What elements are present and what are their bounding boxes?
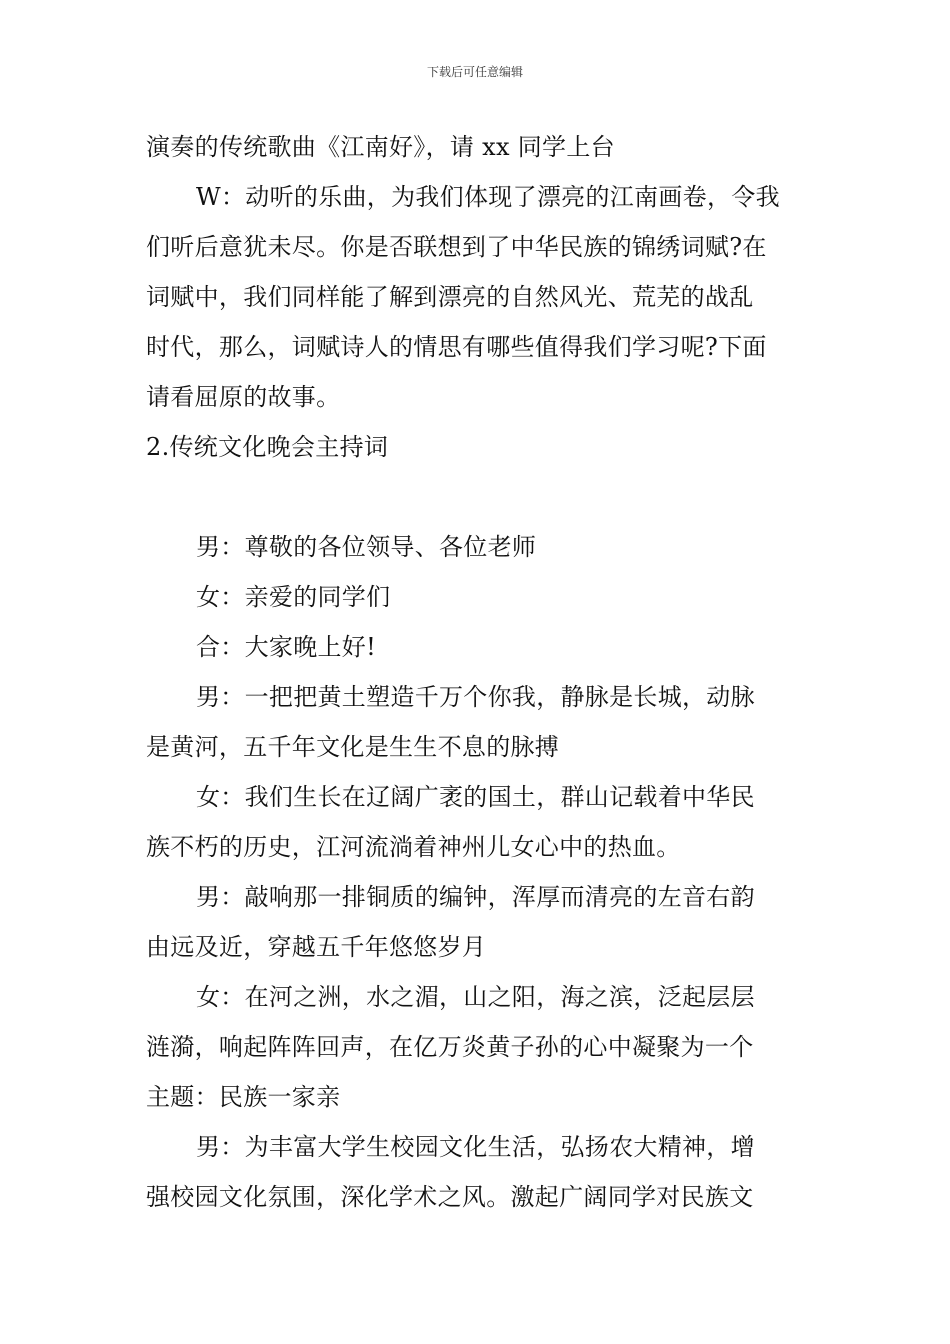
dialogue-line: 是黄河，五千年文化是生生不息的脉搏 xyxy=(146,733,560,761)
paragraph-line: 词赋中，我们同样能了解到漂亮的自然风光、荒芜的战乱 xyxy=(146,283,754,311)
page-header: 下载后可任意编辑 xyxy=(426,65,523,79)
paragraph-line: 们听后意犹未尽。你是否联想到了中华民族的锦绣词赋?在 xyxy=(146,233,767,261)
dialogue-line: 合：大家晚上好! xyxy=(196,633,377,661)
section-heading: 2.传统文化晚会主持词 xyxy=(146,433,389,461)
dialogue-line: 男：敲响那一排铜质的编钟，浑厚而清亮的左音右韵 xyxy=(196,883,755,911)
dialogue-line: 主题：民族一家亲 xyxy=(146,1083,341,1111)
dialogue-line: 男：一把把黄土塑造千万个你我，静脉是长城，动脉 xyxy=(196,683,755,711)
dialogue-line: 男：为丰富大学生校园文化生活，弘扬农大精神，增 xyxy=(196,1133,755,1161)
dialogue-line: 由远及近，穿越五千年悠悠岁月 xyxy=(146,933,487,961)
dialogue-line: 女：在河之洲，水之湄，山之阳，海之滨，泛起层层 xyxy=(196,983,755,1011)
document-body xyxy=(146,122,814,1222)
paragraph-line: 请看屈原的故事。 xyxy=(146,383,341,411)
paragraph-line: 演奏的传统歌曲《江南好》，请 xx 同学上台 xyxy=(146,133,615,161)
paragraph-line: 时代，那么，词赋诗人的情思有哪些值得我们学习呢?下面 xyxy=(146,333,767,361)
dialogue-line: 族不朽的历史，江河流淌着神州儿女心中的热血。 xyxy=(146,833,681,861)
dialogue-line: 男：尊敬的各位领导、各位老师 xyxy=(196,533,537,561)
dialogue-line: 强校园文化氛围，深化学术之风。激起广阔同学对民族文 xyxy=(146,1183,754,1211)
dialogue-line: 女：我们生长在辽阔广袤的国土，群山记载着中华民 xyxy=(196,783,755,811)
dialogue-line: 女：亲爱的同学们 xyxy=(196,583,391,611)
blank-line xyxy=(146,472,814,522)
paragraph-line: W：动听的乐曲，为我们体现了漂亮的江南画卷，令我 xyxy=(196,183,780,211)
dialogue-line: 涟漪，响起阵阵回声，在亿万炎黄子孙的心中凝聚为一个 xyxy=(146,1033,754,1061)
